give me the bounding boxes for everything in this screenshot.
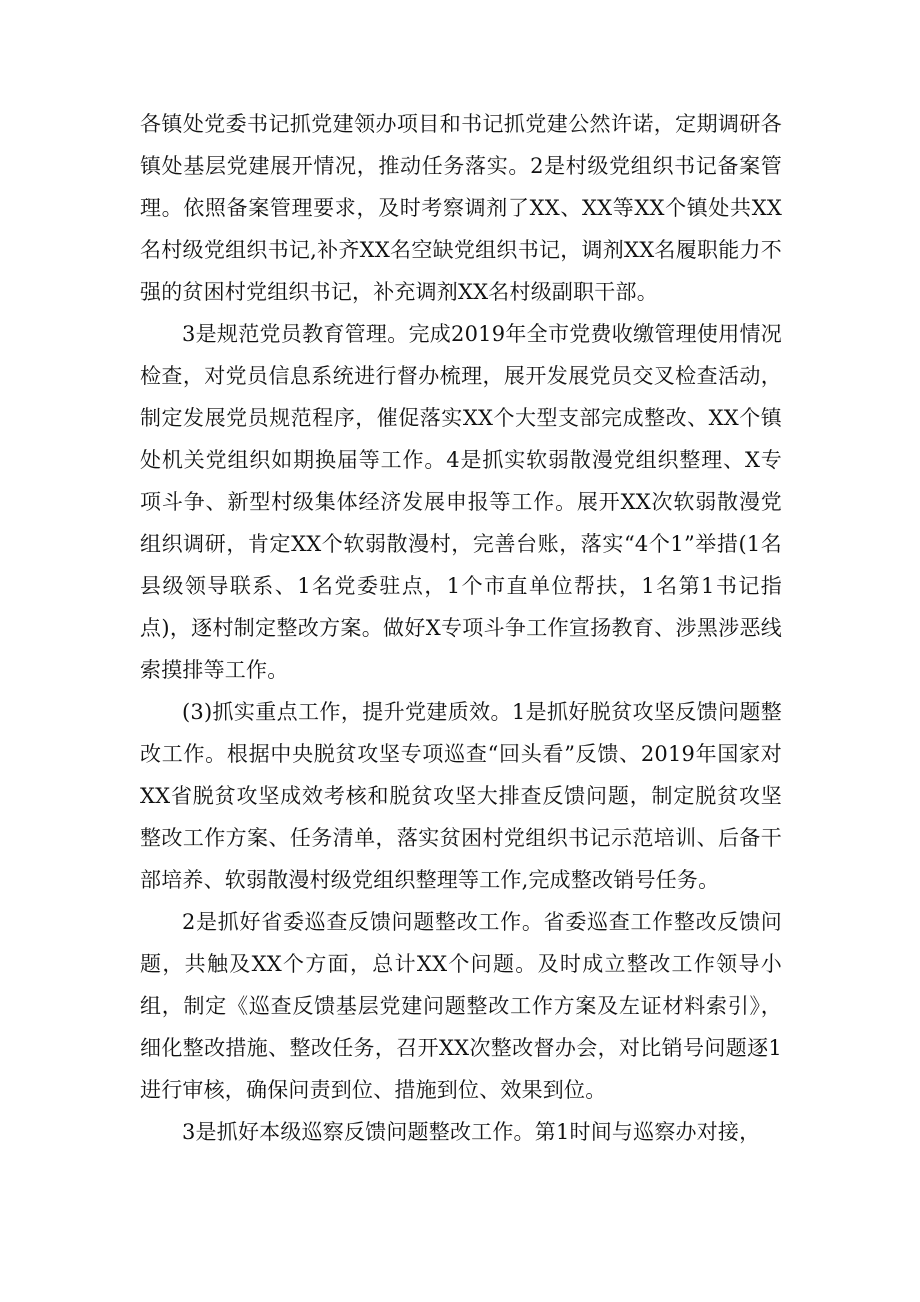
paragraph-continued: 各镇处党委书记抓党建领办项目和书记抓党建公然许诺，定期调研各镇处基层党建展开情况，推动任务落实。2是村级党组织书记备案管理。依照备案管理要求，及时考察调剂了XX、XX等XX个镇处共XX名村级党组织书记,补齐XX名空缺党组织书记，调剂XX名履职能力不强的贫困村党组织书记，补充调剂XX名村级副职干部。 xyxy=(140,112,782,304)
document-body xyxy=(140,103,782,1153)
paragraph-local-inspection: 3是抓好本级巡察反馈问题整改工作。第1时间与巡察办对接， xyxy=(182,1120,761,1144)
paragraph-key-work: (3)抓实重点工作，提升党建质效。1是抓好脱贫攻坚反馈问题整改工作。根据中央脱贫攻坚专项巡查“回头看”反馈、2019年国家对XX省脱贫攻坚成效考核和脱贫攻坚大排查反馈问题，制定脱贫攻坚整改工作方案、任务清单，落实贫困村党组织书记示范培训、后备干部培养、软弱散漫村级党组织整理等工作,完成整改销号任务。 xyxy=(140,700,782,892)
paragraph-provincial-inspection: 2是抓好省委巡查反馈问题整改工作。省委巡查工作整改反馈问题，共触及XX个方面，总计XX个问题。及时成立整改工作领导小组，制定《巡查反馈基层党建问题整改工作方案及左证材料索引》，细化整改措施、整改任务，召开XX次整改督办会，对比销号问题逐1进行审核，确保问责到位、措施到位、效果到位。 xyxy=(140,910,782,1102)
paragraph-party-member-management: 3是规范党员教育管理。完成2019年全市党费收缴管理使用情况检查，对党员信息系统进行督办梳理，展开发展党员交叉检查活动，制定发展党员规范程序，催促落实XX个大型支部完成整改、XX个镇处机关党组织如期换届等工作。4是抓实软弱散漫党组织整理、X专项斗争、新型村级集体经济发展申报等工作。展开XX次软弱散漫党组织调研，肯定XX个软弱散漫村，完善台账，落实“4个1”举措(1名县级领导联系、1名党委驻点，1个市直单位帮扶，1名第1书记指点)，逐村制定整改方案。做好X专项斗争工作宣扬教育、涉黑涉恶线索摸排等工作。 xyxy=(140,322,782,682)
